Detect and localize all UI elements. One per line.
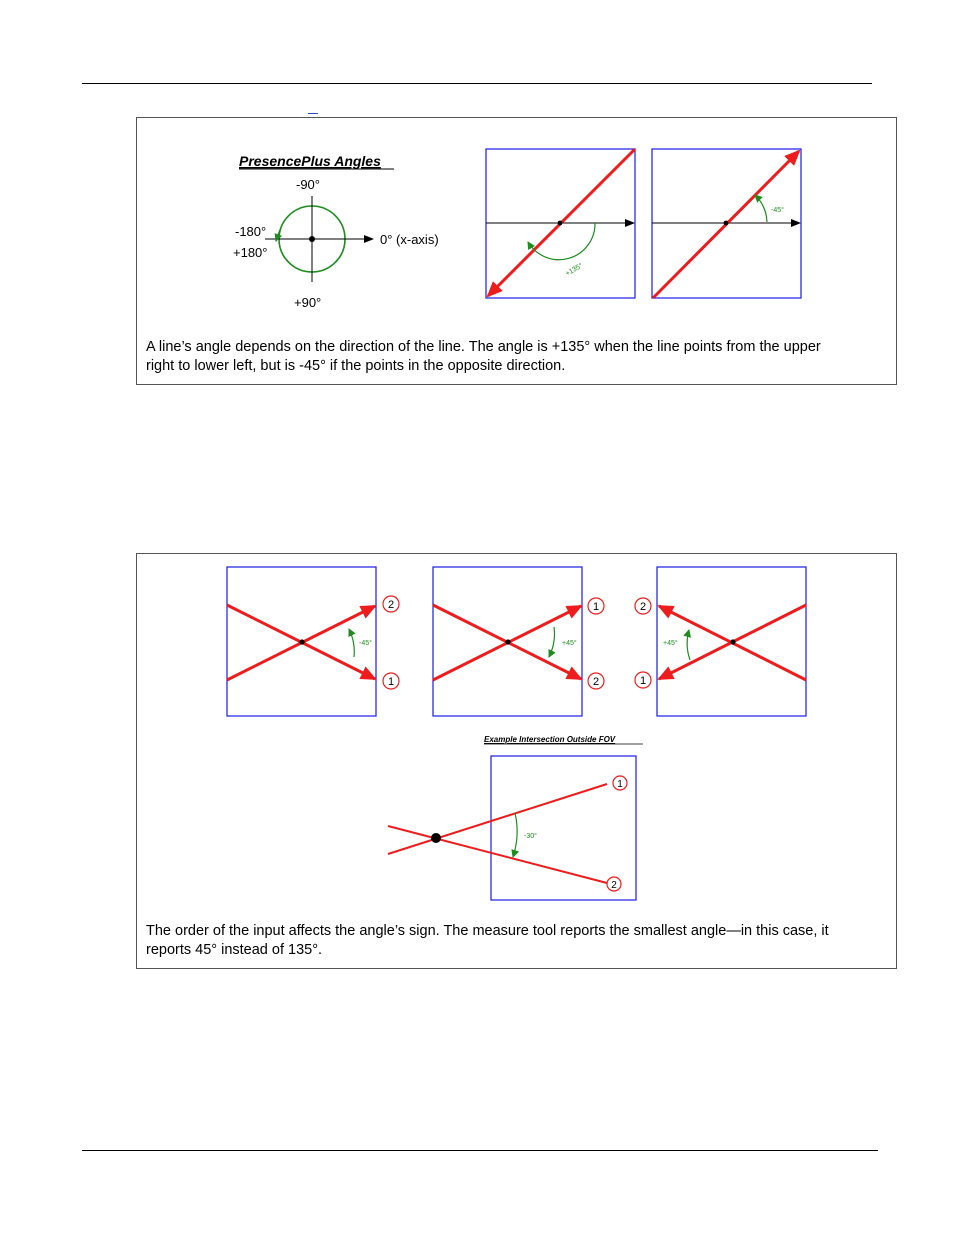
outside-fov-marker-2-text: 2 (611, 880, 617, 891)
panel-plus-135-center (558, 221, 563, 226)
figure-angles-graphic (137, 118, 898, 333)
intersection-panel-2-angle: +45° (562, 640, 577, 647)
outside-fov-line-2 (388, 826, 607, 883)
header-rule (82, 83, 872, 84)
intersection-panel-2-center (505, 639, 510, 644)
outside-fov-title: Example Intersection Outside FOV (484, 735, 616, 744)
label-minus-180: -180° (235, 224, 267, 239)
intersection-panel-3-arc (687, 630, 690, 660)
intersection-panel-3-center (730, 639, 735, 644)
figure-intersections-caption-line-1: The order of the input affects the angle’s sign. The measure tool reports the smallest angle—in this case, it (146, 923, 829, 939)
intersection-panel-1-angle: -45° (359, 640, 372, 647)
figure-angles-caption (146, 338, 891, 376)
panel-minus-45 (652, 149, 801, 298)
intersection-panel-1-marker-top-text: 2 (387, 599, 395, 611)
outside-fov-angle: -30° (524, 833, 537, 840)
panel-minus-45-center (724, 221, 729, 226)
outside-fov-intersection (431, 833, 441, 843)
intersection-panel-1 (227, 567, 399, 716)
panel-plus-135 (486, 149, 635, 298)
figure-angles-caption-line-1: A line’s angle depends on the direction of the line. The angle is +135° when the line points from the upper (146, 339, 821, 355)
figure-intersections-caption-line-2: reports 45° instead of 135°. (146, 942, 323, 958)
figure-title: PresencePlus Angles (239, 153, 381, 169)
outside-fov-example (388, 735, 643, 900)
intersection-panel-2-marker-top-text: 1 (592, 601, 600, 613)
label-plus-90: +90° (294, 295, 322, 310)
figure-intersections-graphic (137, 554, 898, 914)
intersection-panel-3 (635, 567, 806, 716)
compass-center-dot (309, 236, 315, 242)
figure-angles-caption-line-2: right to lower left, but is -45° if the points in the opposite direction. (146, 358, 566, 374)
intersection-panel-3-angle: +45° (663, 640, 678, 647)
figure-intersections (136, 553, 897, 969)
link-underline-mark (308, 113, 318, 114)
label-zero-x-axis: 0° (x-axis) (380, 232, 439, 247)
intersection-panel-1-arc (349, 629, 354, 657)
panel-minus-45-label: -45° (771, 207, 784, 214)
figure-intersections-caption (146, 922, 891, 960)
outside-fov-line-1 (388, 784, 607, 854)
intersection-panel-2-marker-bottom-text: 2 (592, 676, 600, 688)
label-plus-180: +180° (233, 245, 268, 260)
footer-rule (82, 1150, 878, 1151)
intersection-panel-2 (433, 567, 604, 716)
intersection-panel-3-marker-bottom-text: 1 (639, 675, 647, 687)
outside-fov-arc (513, 813, 517, 857)
figure-angles (136, 117, 897, 385)
intersection-panel-2-arc (549, 627, 554, 657)
label-minus-90: -90° (296, 177, 320, 192)
panel-plus-135-arc (528, 223, 595, 260)
angle-compass (233, 177, 439, 310)
intersection-panel-3-marker-top-text: 2 (639, 601, 647, 613)
panel-minus-45-arc (755, 195, 767, 222)
outside-fov-marker-1-text: 1 (617, 779, 623, 790)
intersection-panel-1-center (299, 639, 304, 644)
panel-plus-135-label: +135° (564, 262, 585, 278)
intersection-panel-1-marker-bottom-text: 1 (387, 676, 395, 688)
